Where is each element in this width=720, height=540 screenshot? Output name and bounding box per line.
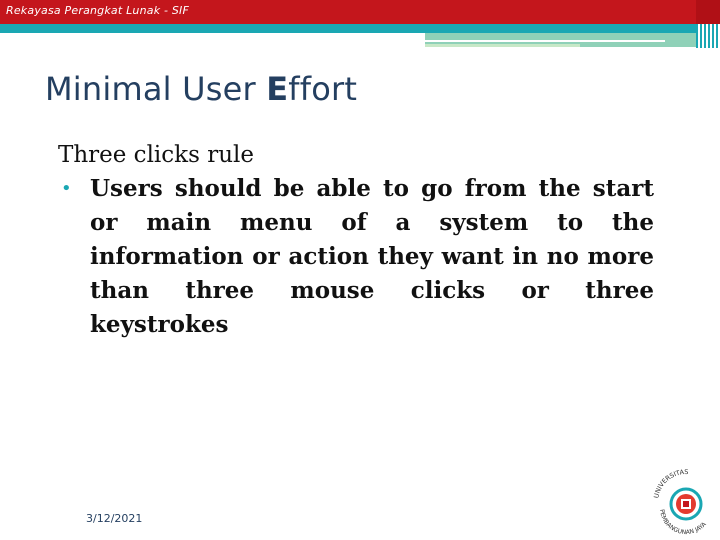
header-corner-decoration bbox=[696, 0, 720, 24]
title-bold-letter: E bbox=[266, 70, 289, 108]
logo-inner-square bbox=[683, 501, 689, 507]
accent-divider bbox=[425, 40, 665, 42]
title-part1: Minimal User bbox=[45, 70, 267, 108]
intro-text: Three clicks rule bbox=[58, 142, 254, 168]
university-logo bbox=[648, 458, 720, 540]
logo-arc-text-top: UNIVERSITAS bbox=[652, 467, 689, 499]
bullet-item bbox=[58, 172, 654, 342]
logo-arc-text-bottom: PEMBANGUNAN JAYA bbox=[657, 508, 708, 537]
header-bar bbox=[0, 0, 720, 24]
title-part2: ffort bbox=[288, 70, 358, 108]
teal-stripe bbox=[0, 24, 720, 33]
bullet-icon: • bbox=[61, 178, 72, 199]
header-title: Rekayasa Perangkat Lunak - SIF bbox=[6, 4, 189, 17]
bullet-text: Users should be able to go from the start or main menu of a system to the information or action they want in no more than three mouse clicks or three keystrokes bbox=[90, 175, 654, 338]
light-green-line bbox=[425, 44, 580, 47]
vertical-stripe-decoration bbox=[696, 24, 720, 48]
slide-date: 3/12/2021 bbox=[86, 512, 143, 525]
page-title bbox=[45, 70, 357, 108]
slide-body bbox=[58, 138, 654, 342]
